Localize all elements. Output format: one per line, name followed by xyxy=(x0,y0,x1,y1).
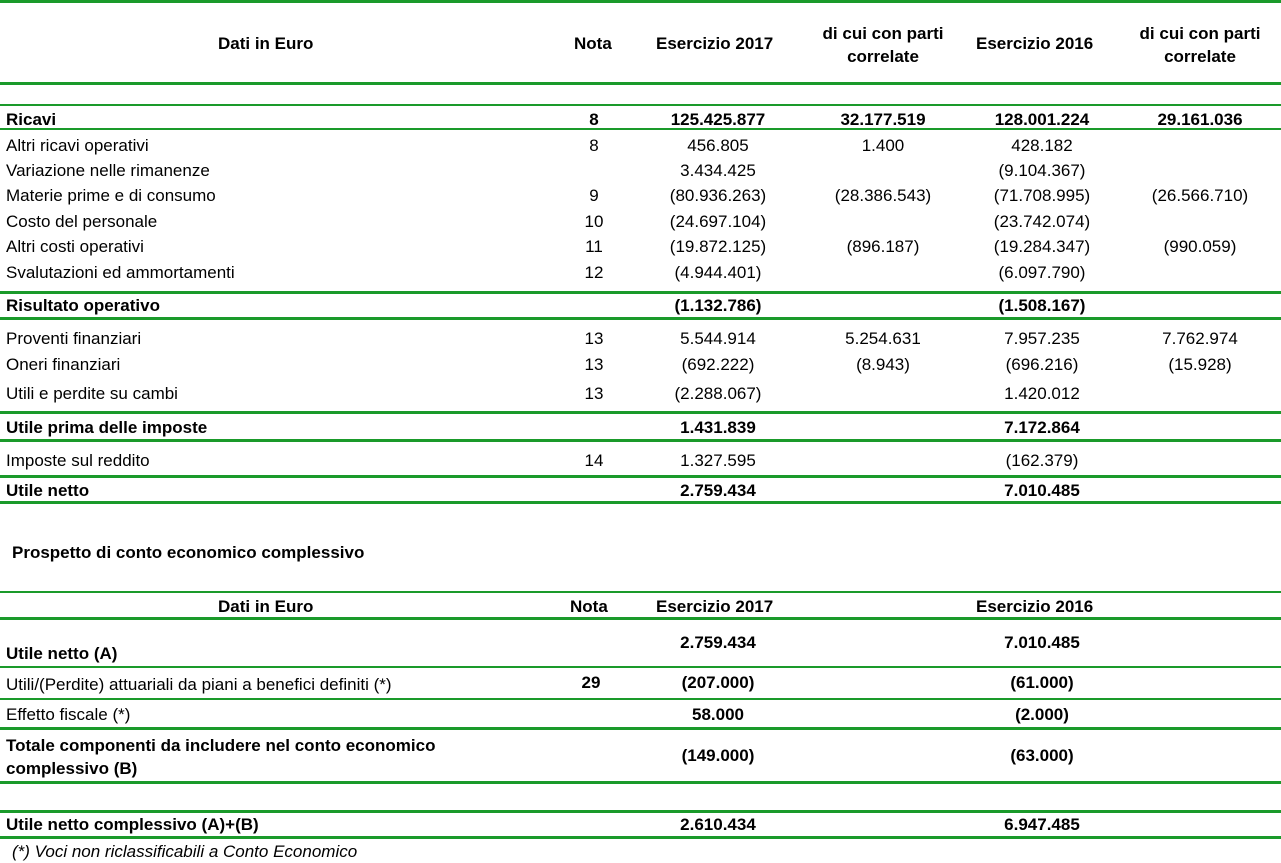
row-label: Altri costi operativi xyxy=(6,237,144,256)
row-correlate-2016: (15.928) xyxy=(1168,355,1232,374)
row-correlate-2017: 5.254.631 xyxy=(845,329,921,348)
rule-t2-complessivo-bottom xyxy=(0,836,1281,839)
row-nota: 10 xyxy=(584,212,604,231)
row-correlate-2017: 1.400 xyxy=(861,136,905,155)
rule-utile-imposte-top xyxy=(0,411,1281,414)
row-label: Costo del personale xyxy=(6,212,158,231)
rule-utile-imposte-bottom xyxy=(0,439,1281,442)
row-label: Ricavi xyxy=(6,110,57,129)
row-value-2016: (6.097.790) xyxy=(998,263,1086,282)
rule-utile-netto-top xyxy=(0,475,1281,478)
rule-t2-effetto-bottom xyxy=(0,727,1281,730)
footnote: (*) Voci non riclassificabili a Conto Economico xyxy=(12,842,358,861)
row-value-2017: 1.431.839 xyxy=(680,418,756,437)
t2-header-nota: Nota xyxy=(570,597,608,616)
row-correlate-2016: (26.566.710) xyxy=(1151,186,1249,205)
row-correlate-2016: (990.059) xyxy=(1163,237,1237,256)
rule-t2-a-bottom xyxy=(0,666,1281,668)
row-label: Utili e perdite su cambi xyxy=(6,384,178,403)
t2-header-dati-in-euro: Dati in Euro xyxy=(218,597,314,616)
row-label: Altri ricavi operativi xyxy=(6,136,149,155)
rule-top xyxy=(0,0,1281,3)
row-value-2017: (692.222) xyxy=(681,355,755,374)
row-value-2016: 7.010.485 xyxy=(1004,481,1080,500)
row-nota: 14 xyxy=(584,451,604,470)
row-value-2016: (9.104.367) xyxy=(998,161,1086,180)
header-correlate-2016-line1: di cui con parti xyxy=(1139,24,1261,43)
t2-row-value-2017: 58.000 xyxy=(692,705,744,724)
t2-row-value-2016: (63.000) xyxy=(1010,746,1074,765)
row-value-2016: (162.379) xyxy=(1005,451,1079,470)
header-nota: Nota xyxy=(574,34,612,53)
row-label: Svalutazioni ed ammortamenti xyxy=(6,263,235,282)
rule-header-bottom xyxy=(0,82,1281,85)
header-esercizio-2017: Esercizio 2017 xyxy=(656,34,774,53)
rule-t2-header-bottom xyxy=(0,617,1281,620)
row-value-2017: 456.805 xyxy=(687,136,749,155)
header-dati-in-euro: Dati in Euro xyxy=(218,34,314,53)
t2-header-esercizio-2017: Esercizio 2017 xyxy=(656,597,774,616)
row-correlate-2016: 7.762.974 xyxy=(1162,329,1238,348)
row-nota: 8 xyxy=(589,136,599,155)
row-value-2017: 1.327.595 xyxy=(680,451,756,470)
row-value-2017: (1.132.786) xyxy=(674,296,762,315)
header-esercizio-2016: Esercizio 2016 xyxy=(976,34,1094,53)
row-correlate-2017: 32.177.519 xyxy=(840,110,926,129)
t2-row-value-2017: 2.610.434 xyxy=(680,815,756,834)
rule-utile-netto-bottom xyxy=(0,501,1281,504)
rule-t2-totale-bottom xyxy=(0,781,1281,784)
rule-risultato-bottom xyxy=(0,317,1281,320)
rule-t2-complessivo-top xyxy=(0,810,1281,813)
rule-t2-attuariali-bottom xyxy=(0,698,1281,700)
row-correlate-2017: (8.943) xyxy=(856,355,910,374)
row-value-2016: 1.420.012 xyxy=(1004,384,1080,403)
row-label: Utile netto xyxy=(6,481,90,500)
row-correlate-2016: 29.161.036 xyxy=(1157,110,1243,129)
row-value-2016: (696.216) xyxy=(1005,355,1079,374)
t2-row-label xyxy=(6,734,435,780)
row-value-2017: (4.944.401) xyxy=(674,263,762,282)
t2-row-value-2017: (149.000) xyxy=(681,746,755,765)
t2-row-label: Utile netto (A) xyxy=(6,644,118,663)
t2-row-label: Utile netto complessivo (A)+(B) xyxy=(6,815,259,834)
section-title: Prospetto di conto economico complessivo xyxy=(12,543,365,562)
t2-row-nota: 29 xyxy=(581,673,601,692)
row-value-2016: (1.508.167) xyxy=(998,296,1086,315)
row-value-2016: (19.284.347) xyxy=(993,237,1091,256)
row-value-2016: 7.172.864 xyxy=(1004,418,1080,437)
t2-row-value-2017: (207.000) xyxy=(681,673,755,692)
t2-row-label-line1: Totale componenti da includere nel conto economico xyxy=(6,736,436,755)
header-correlate-2017 xyxy=(800,22,966,68)
row-label: Variazione nelle rimanenze xyxy=(6,161,210,180)
header-correlate-2016-line2: correlate xyxy=(1164,47,1236,66)
row-value-2016: (23.742.074) xyxy=(993,212,1091,231)
row-value-2017: (2.288.067) xyxy=(674,384,762,403)
row-nota: 12 xyxy=(584,263,604,282)
row-value-2017: (80.936.263) xyxy=(669,186,767,205)
row-correlate-2017: (28.386.543) xyxy=(834,186,932,205)
row-label: Materie prime e di consumo xyxy=(6,186,216,205)
header-correlate-2017-line2: correlate xyxy=(847,47,919,66)
row-nota: 13 xyxy=(584,384,604,403)
t2-row-value-2016: 7.010.485 xyxy=(1004,633,1080,652)
row-label: Risultato operativo xyxy=(6,296,160,315)
header-correlate-2017-line1: di cui con parti xyxy=(822,24,944,43)
rule-ricavi-top xyxy=(0,104,1281,106)
row-correlate-2017: (896.187) xyxy=(846,237,920,256)
header-correlate-2016 xyxy=(1118,22,1281,68)
row-label: Utile prima delle imposte xyxy=(6,418,208,437)
row-value-2016: (71.708.995) xyxy=(993,186,1091,205)
row-value-2017: (19.872.125) xyxy=(669,237,767,256)
row-value-2016: 7.957.235 xyxy=(1004,329,1080,348)
row-nota: 13 xyxy=(584,329,604,348)
row-label: Imposte sul reddito xyxy=(6,451,150,470)
rule-risultato-top xyxy=(0,291,1281,294)
t2-row-value-2016: (2.000) xyxy=(1015,705,1069,724)
rule-t2-top xyxy=(0,591,1281,593)
row-value-2017: 125.425.877 xyxy=(670,110,766,129)
t2-header-esercizio-2016: Esercizio 2016 xyxy=(976,597,1094,616)
t2-row-value-2016: (61.000) xyxy=(1010,673,1074,692)
row-nota: 11 xyxy=(585,237,603,256)
t2-row-label-line2: complessivo (B) xyxy=(6,759,138,778)
row-value-2017: 3.434.425 xyxy=(680,161,756,180)
row-nota: 9 xyxy=(589,186,599,205)
row-value-2017: 5.544.914 xyxy=(680,329,756,348)
row-value-2017: (24.697.104) xyxy=(669,212,767,231)
row-nota: 8 xyxy=(589,110,599,129)
t2-row-value-2016: 6.947.485 xyxy=(1004,815,1080,834)
row-value-2016: 428.182 xyxy=(1011,136,1073,155)
row-label: Proventi finanziari xyxy=(6,329,142,348)
t2-row-label: Utili/(Perdite) attuariali da piani a benefici definiti (*) xyxy=(6,675,392,694)
t2-row-label: Effetto fiscale (*) xyxy=(6,705,131,724)
row-nota: 13 xyxy=(584,355,604,374)
row-value-2017: 2.759.434 xyxy=(680,481,756,500)
row-value-2016: 128.001.224 xyxy=(994,110,1090,129)
row-label: Oneri finanziari xyxy=(6,355,121,374)
t2-row-value-2017: 2.759.434 xyxy=(680,633,756,652)
